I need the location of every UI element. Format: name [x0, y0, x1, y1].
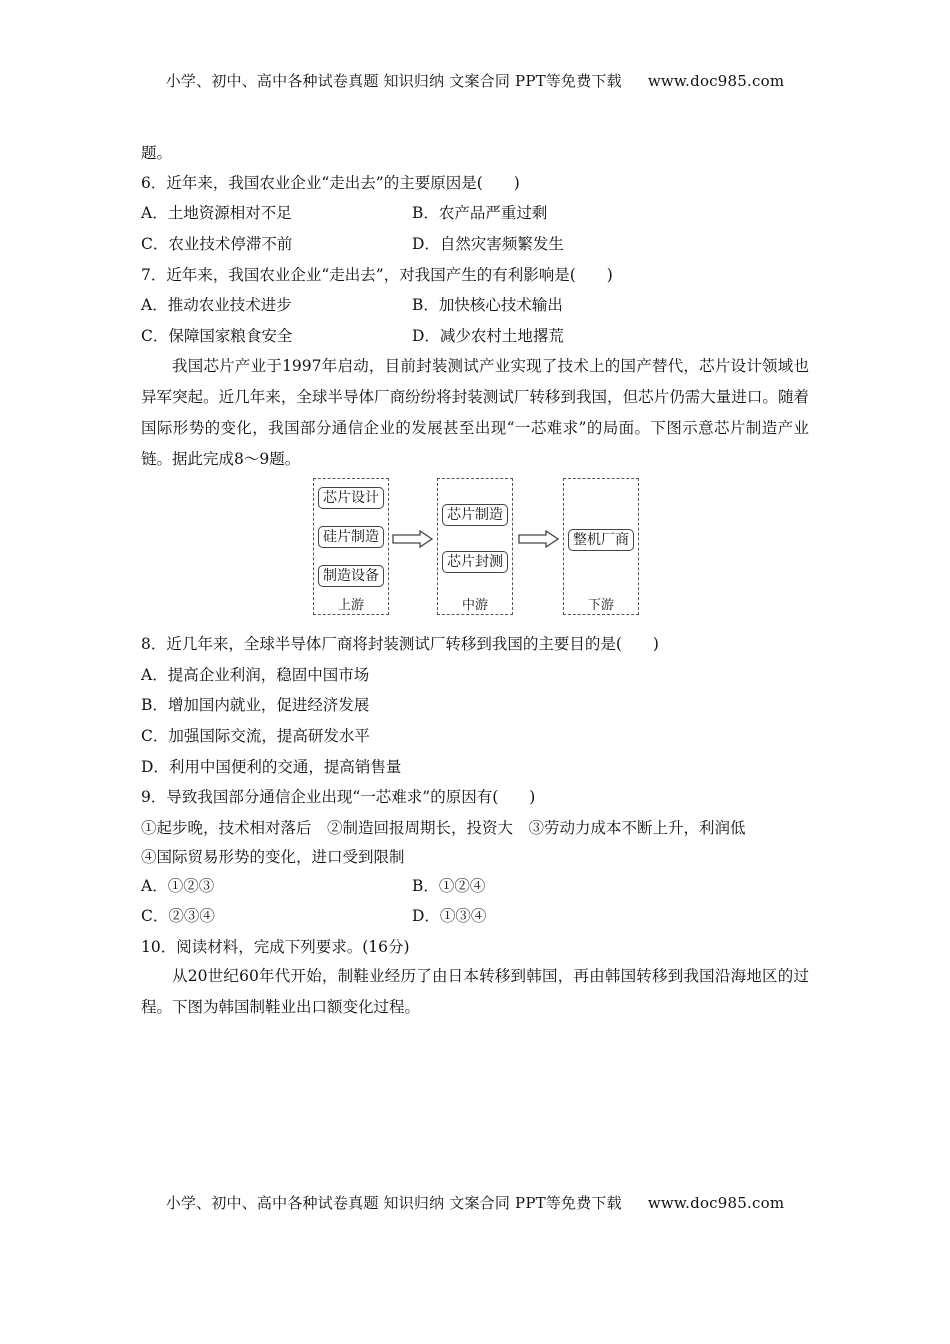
q8-stem: 8．近几年来，全球半导体厂商将封装测试厂转移到我国的主要目的是( )	[141, 635, 659, 653]
q9-statements-line2: ④国际贸易形势的变化，进口受到限制	[141, 848, 405, 866]
upstream-item-chip-design: 芯片设计	[318, 487, 384, 509]
upstream-label: 上游	[337, 598, 364, 613]
midstream-label: 中游	[461, 598, 488, 613]
q9-statements-line1: ①起步晚，技术相对落后 ②制造回报周期长，投资大 ③劳动力成本不断上升，利润低	[141, 819, 746, 837]
chip-industry-chain-diagram	[313, 478, 639, 618]
q6-option-d: D．自然灾害频繁发生	[412, 235, 564, 253]
upstream-item-equipment: 制造设备	[318, 565, 384, 587]
arrow-right-icon	[518, 530, 560, 548]
q9-option-c: C．②③④	[141, 907, 215, 925]
footer-site: www.doc985.com	[647, 1194, 785, 1212]
q9-option-d: D．①③④	[412, 907, 487, 925]
q6-option-a: A．土地资源相对不足	[141, 204, 292, 222]
q6-option-c: C．农业技术停滞不前	[141, 235, 293, 253]
downstream-label: 下游	[587, 598, 614, 613]
q10-material: 从20世纪60年代开始，制鞋业经历了由日本转移到韩国，再由韩国转移到我国沿海地区的过程。下图为韩国制鞋业出口额变化过程。	[141, 967, 809, 1016]
q7-option-a: A．推动农业技术进步	[141, 296, 292, 314]
q8-option-d: D．利用中国便利的交通，提高销售量	[141, 758, 402, 776]
q9-option-a: A．①②③	[141, 877, 215, 895]
q7-stem: 7．近年来，我国农业企业“走出去”，对我国产生的有利影响是( )	[141, 266, 613, 284]
q8-option-a: A．提高企业利润，稳固中国市场	[141, 666, 370, 684]
q7-option-c: C．保障国家粮食安全	[141, 327, 293, 345]
continuation-text: 题。	[141, 144, 173, 162]
page-header	[0, 70, 950, 91]
q7-option-d: D．减少农村土地撂荒	[412, 327, 564, 345]
q10-stem: 10．阅读材料，完成下列要求。(16分)	[141, 938, 410, 956]
midstream-column	[437, 478, 513, 615]
page-footer	[0, 1192, 950, 1213]
midstream-item-chip-manufacturing: 芯片制造	[442, 504, 508, 526]
q7-option-b: B．加快核心技术输出	[412, 296, 563, 314]
q8-option-c: C．加强国际交流，提高研发水平	[141, 727, 370, 745]
upstream-column	[313, 478, 389, 615]
downstream-column	[563, 478, 639, 615]
q9-stem: 9．导致我国部分通信企业出现“一芯难求”的原因有( )	[141, 788, 536, 806]
q6-option-b: B．农产品严重过剩	[412, 204, 548, 222]
header-site: www.doc985.com	[647, 72, 785, 90]
header-text: 小学、初中、高中各种试卷真题 知识归纳 文案合同 PPT等免费下载	[165, 72, 622, 90]
material-chip-industry: 我国芯片产业于1997年启动，目前封装测试产业实现了技术上的国产替代，芯片设计领域也异军突起。近几年来，全球半导体厂商纷纷将封装测试厂转移到我国，但芯片仍需大量进口。随着国际形势的变化，我国部分通信企业的发展甚至出现“一芯难求”的局面。下图示意芯片制造产业链。据此完成8～9题。	[141, 357, 809, 468]
q8-option-b: B．增加国内就业，促进经济发展	[141, 696, 370, 714]
q9-option-b: B．①②④	[412, 877, 486, 895]
arrow-right-icon	[392, 530, 434, 548]
downstream-item-device-makers: 整机厂商	[568, 529, 634, 551]
footer-text: 小学、初中、高中各种试卷真题 知识归纳 文案合同 PPT等免费下载	[165, 1194, 622, 1212]
midstream-item-packaging-testing: 芯片封测	[442, 551, 508, 573]
upstream-item-wafer-manufacturing: 硅片制造	[318, 526, 384, 548]
q6-stem: 6．近年来，我国农业企业“走出去”的主要原因是( )	[141, 174, 520, 192]
